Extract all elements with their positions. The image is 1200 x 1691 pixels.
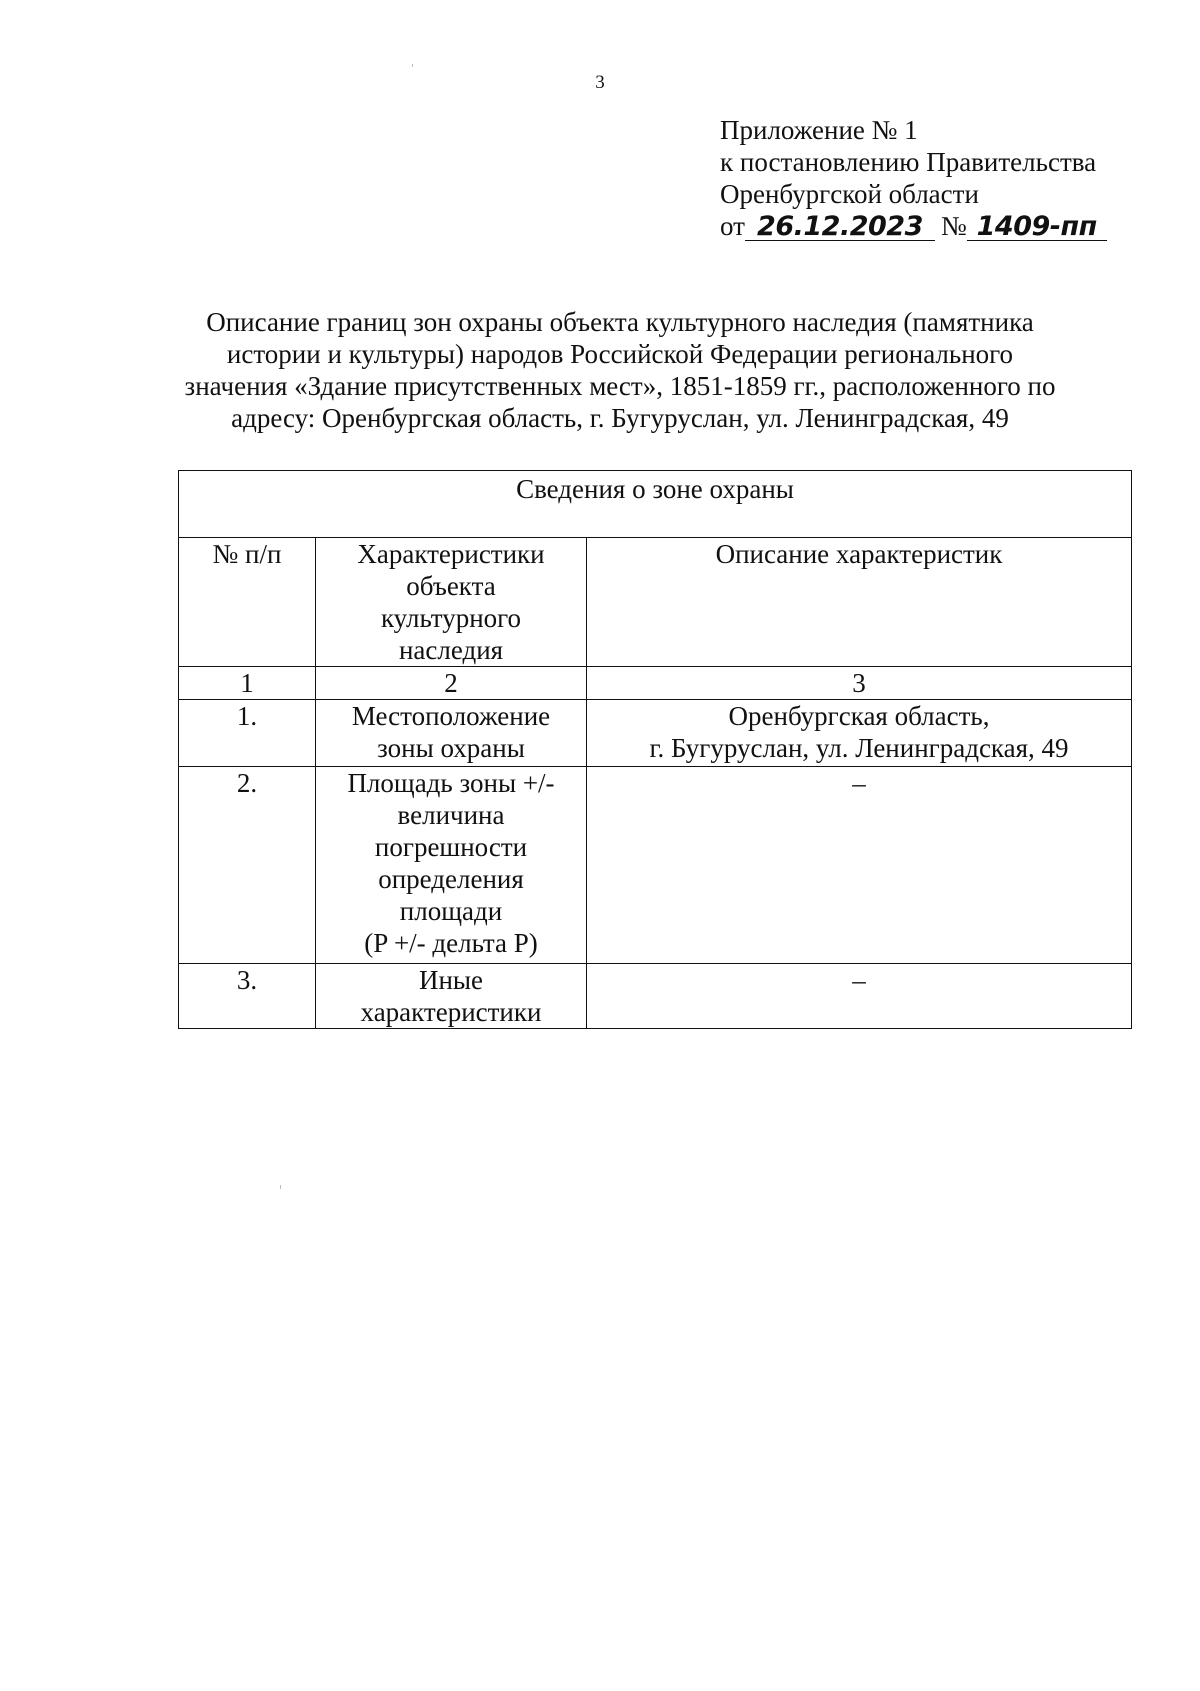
header-number: № п/п [179, 538, 316, 667]
cell-line: – [852, 965, 866, 995]
row-number: 3. [179, 964, 316, 1029]
cell-line: погрешности [374, 832, 528, 862]
table-row [179, 767, 1132, 964]
row-characteristic [316, 767, 587, 964]
index-cell: 2 [316, 667, 587, 700]
cell-line: (P +/- дельта P) [364, 928, 538, 958]
index-cell: 3 [587, 667, 1132, 700]
page-number: 3 [595, 72, 605, 93]
cell-line: Иные [418, 965, 484, 995]
table-row [179, 700, 1132, 767]
appendix-region-line: Оренбургской области [720, 179, 979, 209]
cell-line: зоны охраны [377, 733, 525, 763]
row-characteristic [316, 700, 587, 767]
protection-zone-table [178, 470, 1132, 1029]
row-description [587, 700, 1132, 767]
header-description: Описание характеристик [587, 538, 1132, 667]
header-line: культурного [380, 603, 522, 633]
cell-line: Оренбургская область, [728, 701, 990, 731]
header-line: наследия [398, 635, 504, 665]
title-line: Описание границ зон охраны объекта культурного наследия (памятника [206, 307, 1034, 337]
header-line: Характеристики [357, 539, 545, 569]
header-line: объекта [406, 571, 496, 601]
number-prefix: № [940, 211, 967, 241]
document-title [150, 306, 1090, 434]
table-caption-row [179, 471, 1132, 538]
appendix-resolution-line: к постановлению Правительства [720, 147, 1097, 177]
row-description [587, 964, 1132, 1029]
cell-line: – [852, 768, 866, 798]
row-number: 1. [179, 700, 316, 767]
cell-line: величина [397, 800, 505, 830]
table-caption: Сведения о зоне охраны [179, 471, 1132, 538]
table-index-row [179, 667, 1132, 700]
cell-line: площади [399, 896, 503, 926]
table-row [179, 964, 1132, 1029]
row-description [587, 767, 1132, 964]
appendix-date-number-line [720, 210, 1107, 242]
appendix-title: Приложение № 1 [720, 115, 918, 145]
appendix-block [720, 114, 1107, 242]
title-line: адресу: Оренбургская область, г. Бугуруслан, ул. Ленинградская, 49 [231, 403, 1009, 433]
scan-speck [412, 64, 413, 67]
header-characteristics [316, 538, 587, 667]
cell-line: характеристики [360, 997, 542, 1027]
title-line: значения «Здание присутственных мест», 1851-1859 гг., расположенного по [184, 371, 1056, 401]
scan-speck [280, 1185, 281, 1189]
cell-line: определения [378, 864, 524, 894]
cell-line: Площадь зоны +/- [347, 768, 555, 798]
handwritten-date: 26.12.2023 [745, 214, 935, 241]
handwritten-number: 1409-пп [967, 214, 1107, 241]
cell-line: г. Бугуруслан, ул. Ленинградская, 49 [649, 733, 1069, 763]
cell-line: Местоположение [351, 701, 551, 731]
table-header-row [179, 538, 1132, 667]
row-characteristic [316, 964, 587, 1029]
date-prefix: от [720, 211, 745, 241]
title-line: истории и культуры) народов Российской Федерации регионального [226, 339, 1014, 369]
row-number: 2. [179, 767, 316, 964]
index-cell: 1 [179, 667, 316, 700]
